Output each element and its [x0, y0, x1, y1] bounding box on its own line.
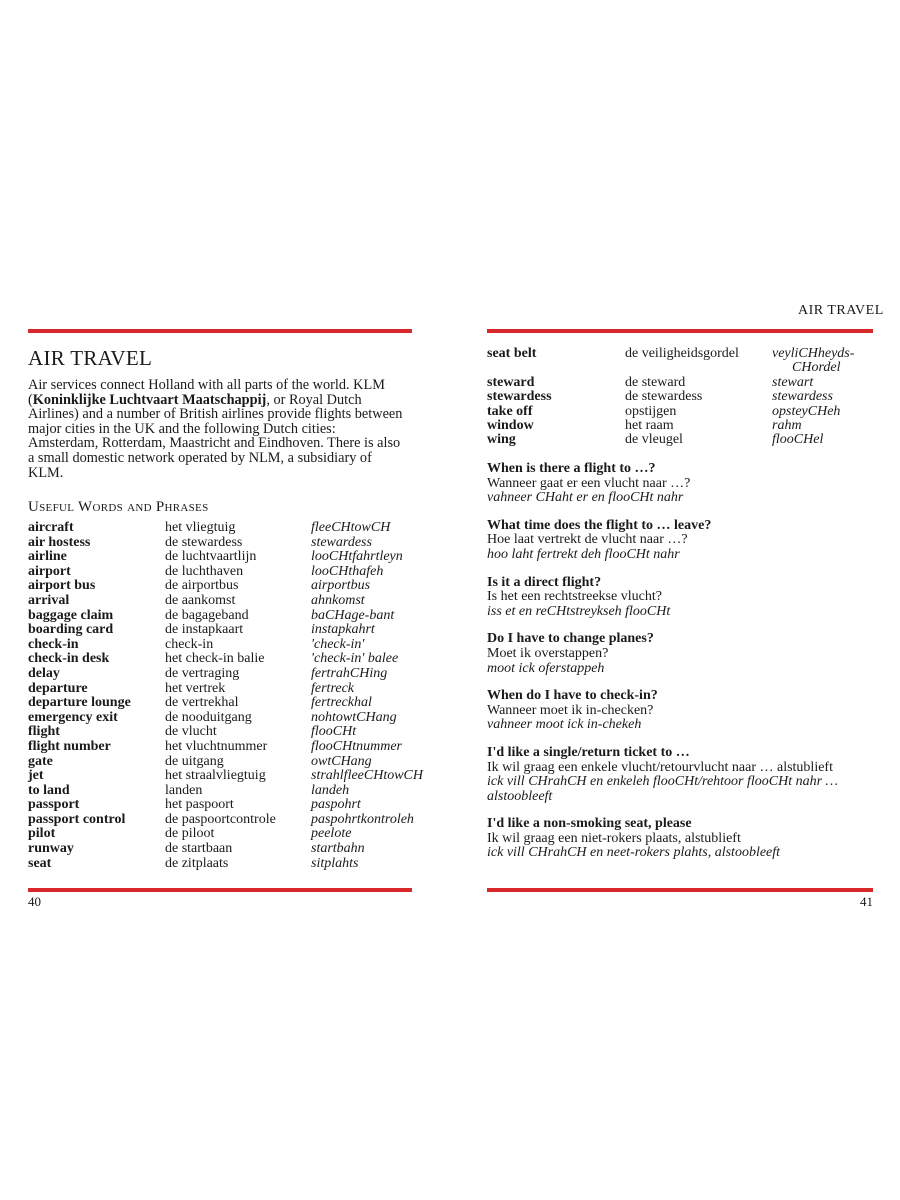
- phrase-block: [487, 746, 887, 804]
- vocab-dutch: de uitgang: [165, 753, 224, 769]
- vocab-english: gate: [28, 753, 53, 769]
- phrase-pronunciation: ick vill CHrahCH en neet-rokers plahts, alstoobleeft: [487, 845, 781, 861]
- vocab-pronunciation: startbahn: [311, 841, 365, 857]
- vocab-dutch: de piloot: [165, 826, 215, 842]
- vocab-row: [28, 798, 423, 813]
- phrase-dutch: Wanneer gaat er een vlucht naar …?: [487, 475, 691, 491]
- right-bottom-rule: [487, 888, 873, 892]
- vocab-pronunciation: instapkahrt: [311, 622, 375, 638]
- vocab-english: window: [487, 418, 534, 434]
- vocab-english: airport: [28, 563, 71, 579]
- phrase-block: [487, 519, 887, 563]
- phrase-block: [487, 817, 887, 861]
- vocab-pronunciation: strahlfleeCHtowCH: [311, 768, 424, 784]
- vocab-english: check-in: [28, 636, 79, 652]
- phrase-block: [487, 462, 887, 506]
- vocab-row: [28, 857, 423, 872]
- vocab-pronunciation: sitplahts: [311, 855, 359, 871]
- vocab-pronunciation: stewart: [772, 374, 814, 390]
- vocab-english: pilot: [28, 826, 56, 842]
- vocab-english: flight number: [28, 738, 111, 754]
- vocab-row: [487, 419, 854, 433]
- vocab-dutch: de vertraging: [165, 665, 240, 681]
- vocab-row: [28, 594, 423, 609]
- vocab-dutch: de luchthaven: [165, 563, 244, 579]
- vocab-row: [28, 565, 423, 580]
- vocab-dutch: het paspoort: [165, 797, 234, 813]
- vocab-row: [28, 536, 423, 551]
- vocab-pronunciation: owtCHang: [311, 753, 372, 769]
- vocab-dutch: de paspoortcontrole: [165, 811, 276, 827]
- vocab-english: delay: [28, 665, 60, 681]
- vocab-english: departure: [28, 680, 88, 696]
- vocab-row: [28, 521, 423, 536]
- vocab-dutch: het vliegtuig: [165, 520, 236, 535]
- vocab-english: seat belt: [487, 346, 537, 361]
- vocab-dutch: de stewardess: [625, 389, 703, 405]
- vocab-row: [28, 740, 423, 755]
- phrase-pronunciation: hoo laht fertrekt deh flooCHt nahr: [487, 546, 680, 562]
- vocab-row: [28, 755, 423, 770]
- vocab-pronunciation: 'check-in' balee: [311, 651, 399, 667]
- vocab-english: airline: [28, 549, 67, 565]
- vocabulary-table-left: [28, 521, 423, 871]
- vocab-english: seat: [28, 855, 52, 871]
- vocab-dutch: opstijgen: [625, 403, 677, 419]
- phrase-pronunciation: iss et en reCHtstreykseh flooCHt: [487, 603, 671, 619]
- vocab-pronunciation: fleeCHtowCH: [311, 520, 391, 535]
- phrase-english: When do I have to check-in?: [487, 688, 658, 704]
- vocab-pronunciation: fertrahCHing: [311, 665, 388, 681]
- vocab-pronunciation-line: CHordel: [792, 360, 841, 376]
- section-heading: [28, 499, 208, 516]
- vocab-pronunciation: 'check-in': [311, 636, 365, 652]
- vocab-english: emergency exit: [28, 709, 118, 725]
- phrase-english: What time does the flight to … leave?: [487, 517, 712, 533]
- vocab-english: arrival: [28, 592, 70, 608]
- vocab-row: [487, 347, 854, 376]
- vocab-row: [28, 550, 423, 565]
- vocab-row: [28, 769, 423, 784]
- vocab-dutch: de bagageband: [165, 607, 249, 623]
- vocab-dutch: de airportbus: [165, 578, 239, 594]
- vocab-pronunciation: paspohrt: [311, 797, 361, 813]
- vocab-dutch: de luchtvaartlijn: [165, 549, 257, 565]
- vocab-dutch: de vertrekhal: [165, 695, 239, 711]
- vocab-pronunciation: flooCHel: [772, 432, 824, 448]
- vocab-english: runway: [28, 841, 74, 857]
- vocab-pronunciation: looCHtfahrtleyn: [311, 549, 403, 565]
- vocab-row: [28, 638, 423, 653]
- vocab-dutch: de stewardess: [165, 534, 243, 550]
- vocabulary-table-right: [487, 347, 854, 448]
- vocab-pronunciation: stewardess: [311, 534, 372, 550]
- vocab-row: [487, 376, 854, 390]
- running-head: AIR TRAVEL: [798, 303, 884, 318]
- phrase-list: [487, 462, 887, 874]
- phrase-dutch: Hoe laat vertrekt de vlucht naar …?: [487, 532, 688, 548]
- vocab-dutch: de instapkaart: [165, 622, 244, 638]
- vocab-dutch: de veiligheidsgordel: [625, 346, 739, 361]
- left-top-rule: [28, 329, 412, 333]
- phrase-english: I'd like a single/return ticket to …: [487, 744, 690, 760]
- vocab-english: wing: [487, 432, 516, 448]
- phrase-dutch: Ik wil graag een enkele vlucht/retourvlucht naar … alstublieft: [487, 759, 833, 775]
- vocab-row: [28, 813, 423, 828]
- vocab-english: jet: [28, 768, 44, 784]
- vocab-dutch: de startbaan: [165, 841, 233, 857]
- phrase-dutch: Is het een rechtstreekse vlucht?: [487, 589, 662, 605]
- vocab-row: [28, 842, 423, 857]
- vocab-pronunciation: flooCHtnummer: [311, 738, 402, 754]
- page-title: AIR TRAVEL: [28, 346, 153, 370]
- vocab-pronunciation: stewardess: [772, 389, 833, 405]
- vocab-row: [28, 827, 423, 842]
- vocab-dutch: het check-in balie: [165, 651, 265, 667]
- phrase-dutch: Moet ik overstappen?: [487, 645, 609, 661]
- vocab-pronunciation: ahnkomst: [311, 592, 365, 608]
- vocab-dutch: check-in: [165, 636, 214, 652]
- vocab-row: [28, 667, 423, 682]
- vocab-row: [28, 725, 423, 740]
- vocab-english: steward: [487, 374, 535, 390]
- vocab-dutch: de aankomst: [165, 592, 236, 608]
- vocab-pronunciation: peelote: [311, 826, 352, 842]
- vocab-pronunciation: flooCHt: [311, 724, 357, 740]
- vocab-pronunciation: paspohrtkontroleh: [311, 811, 414, 827]
- vocab-english: to land: [28, 782, 70, 798]
- vocab-english: aircraft: [28, 520, 74, 535]
- vocab-english: baggage claim: [28, 607, 114, 623]
- vocab-row: [487, 390, 854, 404]
- vocab-row: [487, 405, 854, 419]
- phrase-dutch: Wanneer moet ik in-checken?: [487, 702, 654, 718]
- intro-klm-name: Koninklijke Luchtvaart Maatschappij: [32, 391, 267, 408]
- vocab-english: air hostess: [28, 534, 91, 550]
- phrase-english: Is it a direct flight?: [487, 574, 602, 590]
- vocab-pronunciation: nohtowtCHang: [311, 709, 397, 725]
- section-heading-text: Useful Words and Phrases: [28, 499, 209, 515]
- vocab-dutch: de vleugel: [625, 432, 683, 448]
- vocab-pronunciation: rahm: [772, 418, 802, 434]
- intro-text-1: Air services connect Holland with all parts of the world. KLM (: [28, 377, 385, 408]
- vocab-pronunciation: looCHthafeh: [311, 563, 384, 579]
- vocab-pronunciation: landeh: [311, 782, 350, 798]
- vocab-dutch: de steward: [625, 374, 686, 390]
- vocab-row: [28, 696, 423, 711]
- phrase-block: [487, 632, 887, 676]
- phrase-dutch: Ik wil graag een niet-rokers plaats, alstublieft: [487, 830, 741, 846]
- vocab-pronunciation: [772, 347, 854, 376]
- phrase-english: Do I have to change planes?: [487, 631, 654, 647]
- phrase-english: When is there a flight to …?: [487, 461, 656, 476]
- vocab-dutch: de nooduitgang: [165, 709, 252, 725]
- phrase-pronunciation: vahneer moot ick in-chekeh: [487, 717, 642, 733]
- page-number-right: 41: [860, 894, 873, 909]
- vocab-pronunciation: fertreck: [311, 680, 355, 696]
- vocab-pronunciation: airportbus: [311, 578, 371, 594]
- vocab-row: [28, 652, 423, 667]
- vocab-english: stewardess: [487, 389, 552, 405]
- vocab-row: [28, 682, 423, 697]
- phrase-block: [487, 576, 887, 620]
- vocab-row: [487, 433, 854, 447]
- vocab-row: [28, 623, 423, 638]
- vocab-pronunciation: fertreckhal: [311, 695, 372, 711]
- phrase-pronunciation: ick vill CHrahCH en enkeleh flooCHt/rehtoor flooCHt nahr … alstoobleeft: [487, 774, 839, 804]
- intro-paragraph: [28, 378, 408, 480]
- vocab-dutch: het vluchtnummer: [165, 738, 268, 754]
- vocab-pronunciation-line: veyliCHheyds-: [772, 346, 855, 361]
- right-top-rule: [487, 329, 873, 333]
- vocab-pronunciation: baCHage-bant: [311, 607, 395, 623]
- phrase-block: [487, 689, 887, 733]
- vocab-dutch: de vlucht: [165, 724, 217, 740]
- vocab-english: airport bus: [28, 578, 96, 594]
- phrase-pronunciation: vahneer CHaht er en flooCHt nahr: [487, 490, 684, 506]
- phrase-pronunciation: moot ick oferstappeh: [487, 660, 605, 676]
- vocab-english: departure lounge: [28, 695, 131, 711]
- vocab-row: [28, 711, 423, 726]
- page-number-left: 40: [28, 894, 41, 909]
- vocab-english: flight: [28, 724, 60, 740]
- intro-text-2: , or Royal Dutch Airlines) and a number of British airlines provide flights between major cities in the UK and the following Dutch cities: Amsterdam, Rotterdam, Maastricht and Eindhoven. There is also a small domestic network operated by NLM, a subsidiary of KLM.: [28, 391, 403, 481]
- vocab-english: boarding card: [28, 622, 114, 638]
- vocab-dutch: het vertrek: [165, 680, 226, 696]
- vocab-english: check-in desk: [28, 651, 110, 667]
- left-bottom-rule: [28, 888, 412, 892]
- vocab-dutch: de zitplaats: [165, 855, 229, 871]
- vocab-english: take off: [487, 403, 533, 419]
- vocab-dutch: het raam: [625, 418, 674, 434]
- vocab-english: passport: [28, 797, 80, 813]
- vocab-english: passport control: [28, 811, 126, 827]
- vocab-dutch: het straalvliegtuig: [165, 768, 266, 784]
- phrase-english: I'd like a non-smoking seat, please: [487, 816, 692, 832]
- vocab-pronunciation: opsteyCHeh: [772, 403, 841, 419]
- vocab-dutch: landen: [165, 782, 203, 798]
- vocab-row: [28, 609, 423, 624]
- vocab-row: [28, 784, 423, 799]
- vocab-row: [28, 579, 423, 594]
